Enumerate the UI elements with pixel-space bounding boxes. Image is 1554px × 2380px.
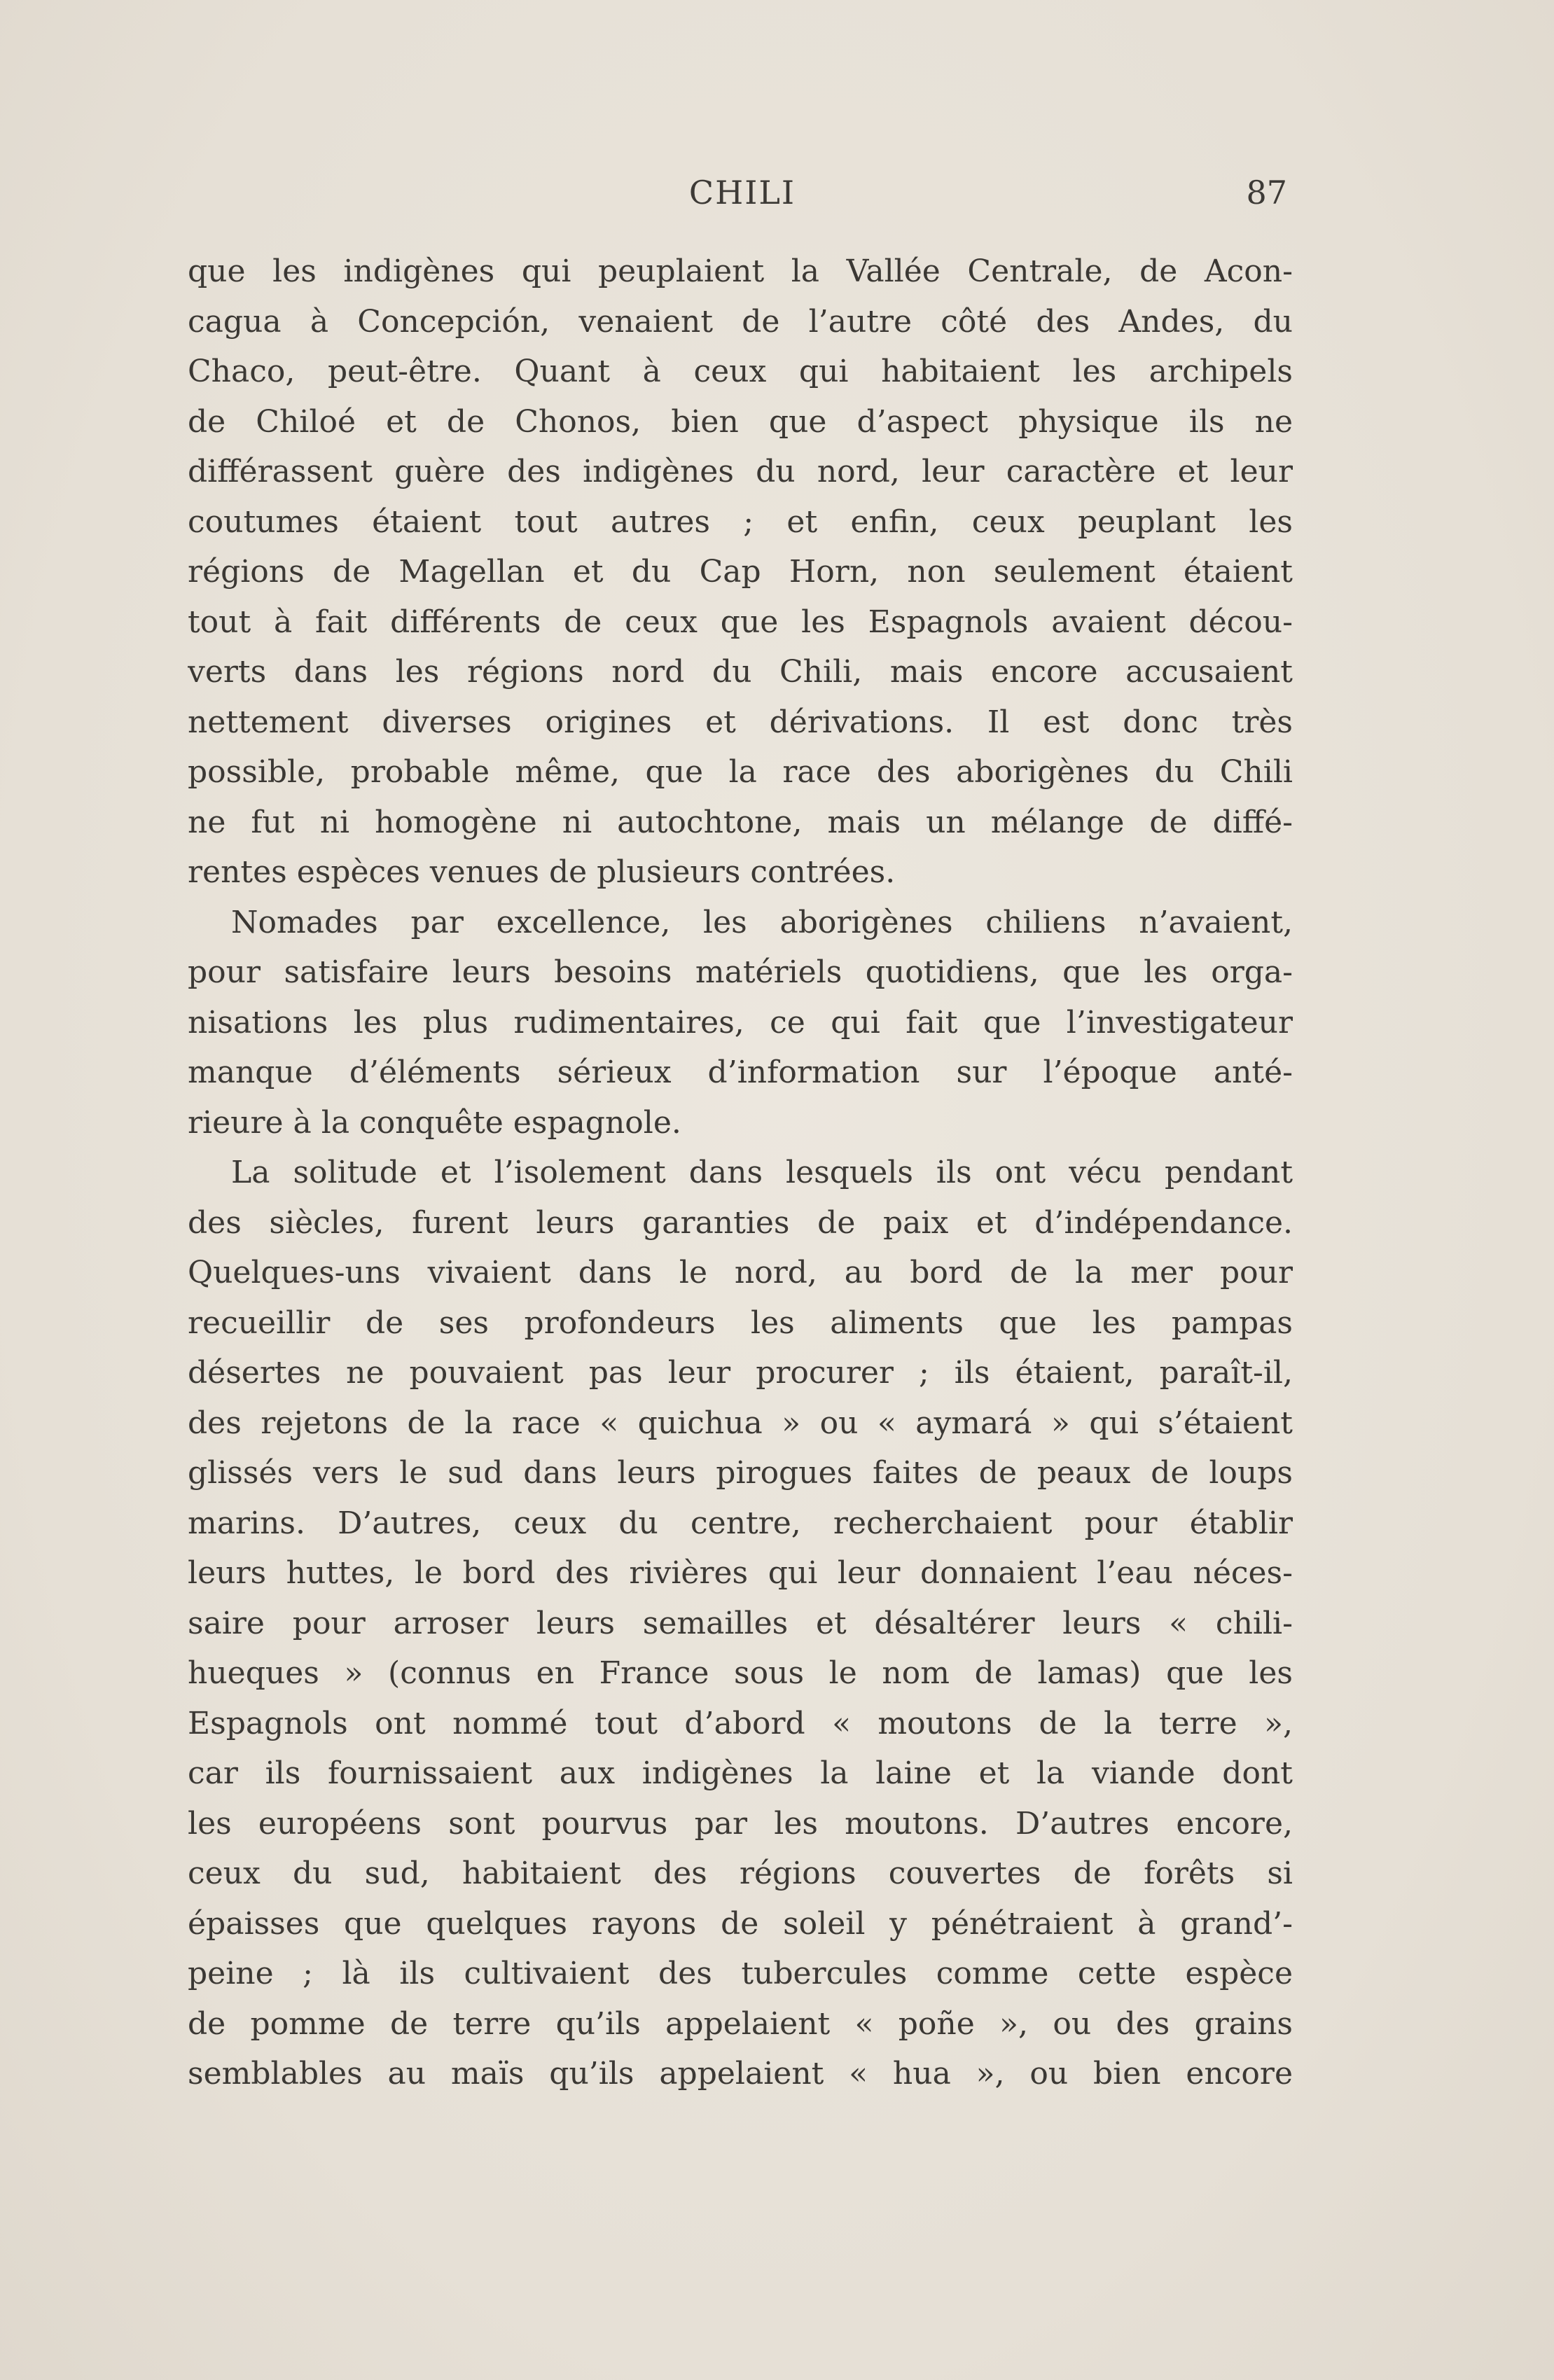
text-line: différassent guère des indigènes du nord, leur caractère et leur xyxy=(188,454,1293,489)
paragraph xyxy=(188,898,1293,1148)
text-line: ne fut ni homogène ni autochtone, mais un mélange de diffé- xyxy=(188,804,1293,840)
text-line: nisations les plus rudimentaires, ce qui fait que l’investigateur xyxy=(188,1004,1293,1041)
text-line: leurs huttes, le bord des rivières qui leur donnaient l’eau néces- xyxy=(188,1555,1293,1591)
text-line: glissés vers le sud dans leurs pirogues faites de peaux de loups xyxy=(188,1455,1293,1491)
text-line: épaisses que quelques rayons de soleil y pénétraient à grand’- xyxy=(188,1905,1293,1942)
text-line: tout à fait différents de ceux que les Espagnols avaient décou- xyxy=(188,604,1293,640)
text-line: peine ; là ils cultivaient des tubercules comme cette espèce xyxy=(188,1956,1293,1991)
text-line: que les indigènes qui peuplaient la Vallée Centrale, de Acon- xyxy=(188,253,1293,289)
text-line: des siècles, furent leurs garanties de paix et d’indépendance. xyxy=(188,1204,1293,1241)
text-line: les européens sont pourvus par les moutons. D’autres encore, xyxy=(188,1805,1293,1842)
text-line: Chaco, peut-être. Quant à ceux qui habitaient les archipels xyxy=(188,354,1293,389)
text-line: marins. D’autres, ceux du centre, recherchaient pour établir xyxy=(188,1505,1293,1541)
text-line: régions de Magellan et du Cap Horn, non seulement étaient xyxy=(188,554,1293,590)
running-header xyxy=(189,174,1296,223)
text-line: pour satisfaire leurs besoins matériels quotidiens, que les orga- xyxy=(188,954,1293,990)
text-line: coutumes étaient tout autres ; et enfin, ceux peuplant les xyxy=(188,503,1293,540)
text-line: Espagnols ont nommé tout d’abord « moutons de la terre », xyxy=(188,1705,1293,1741)
text-line: hueques » (connus en France sous le nom de lamas) que les xyxy=(188,1655,1293,1691)
text-line: rentes espèces venues de plusieurs contrées. xyxy=(188,854,896,890)
text-line: semblables au maïs qu’ils appelaient « hua », ou bien encore xyxy=(188,2056,1293,2092)
paragraph xyxy=(188,1148,1293,2099)
text-line: cagua à Concepción, venaient de l’autre côté des Andes, du xyxy=(188,303,1293,340)
body-text xyxy=(188,246,1293,2099)
text-line: de Chiloé et de Chonos, bien que d’aspect physique ils ne xyxy=(188,403,1293,440)
text-line: désertes ne pouvaient pas leur procurer ; ils étaient, paraît-il, xyxy=(188,1355,1293,1391)
text-line: nettement diverses origines et dérivations. Il est donc très xyxy=(188,704,1293,740)
text-line: rieure à la conquête espagnole. xyxy=(188,1104,681,1141)
text-line: verts dans les régions nord du Chili, mais encore accusaient xyxy=(188,654,1293,690)
text-line: des rejetons de la race « quichua » ou « aymará » qui s’étaient xyxy=(188,1405,1293,1441)
page-number: 87 xyxy=(1246,174,1287,211)
text-line: ceux du sud, habitaient des régions couvertes de forêts si xyxy=(188,1856,1293,1891)
text-line: recueillir de ses profondeurs les aliments que les pampas xyxy=(188,1304,1293,1341)
text-line: Nomades par excellence, les aborigènes chiliens n’avaient, xyxy=(231,904,1293,940)
text-line: Quelques-uns vivaient dans le nord, au bord de la mer pour xyxy=(188,1255,1293,1290)
text-line: manque d’éléments sérieux d’information sur l’époque anté- xyxy=(188,1055,1293,1090)
text-line: possible, probable même, que la race des aborigènes du Chili xyxy=(188,754,1293,790)
text-line: car ils fournissaient aux indigènes la laine et la viande dont xyxy=(188,1755,1293,1791)
text-line: La solitude et l’isolement dans lesquels ils ont vécu pendant xyxy=(231,1155,1293,1190)
text-line: de pomme de terre qu’ils appelaient « poñe », ou des grains xyxy=(188,2005,1293,2042)
text-line: saire pour arroser leurs semailles et désaltérer leurs « chili- xyxy=(188,1605,1293,1641)
paragraph xyxy=(188,246,1293,898)
running-title: CHILI xyxy=(688,174,796,211)
